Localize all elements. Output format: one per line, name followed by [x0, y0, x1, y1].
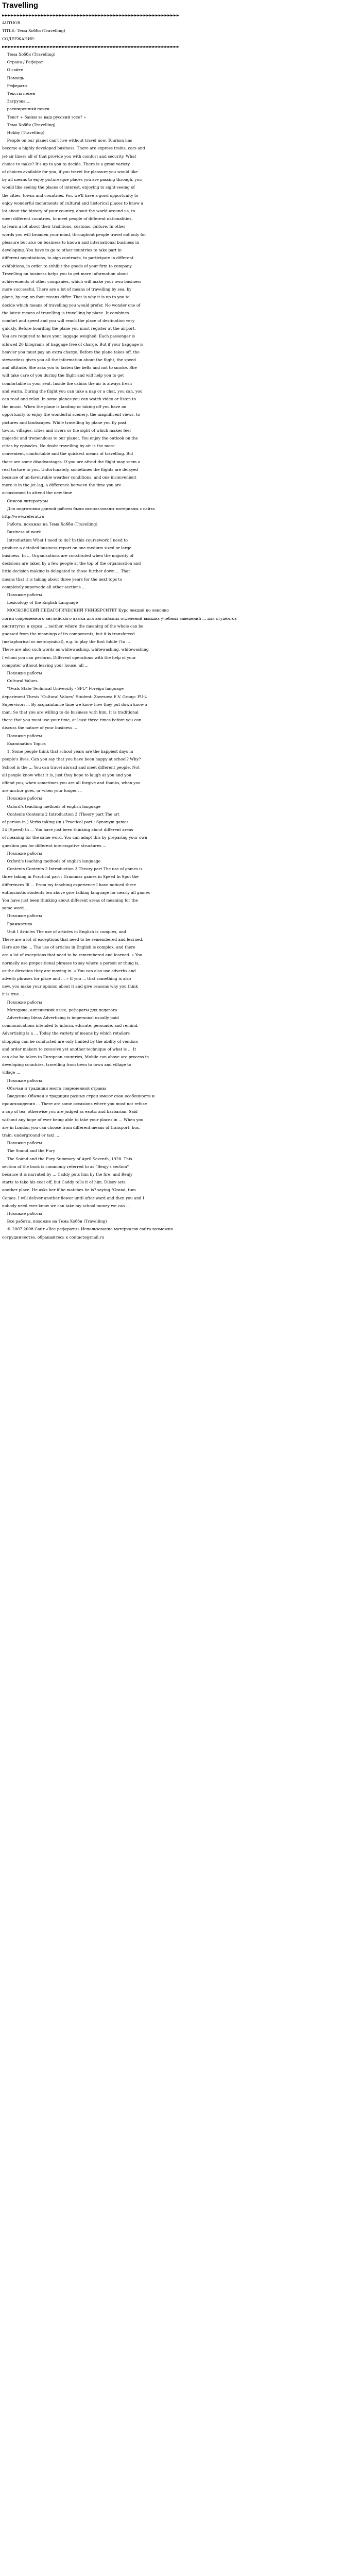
text-line: СОДЕРЖАНИЕ:: [2, 36, 36, 41]
text-line: man. So that you are willing to do business with him. It is traditional: [2, 710, 139, 715]
text-line: Here are the ... The use of articles in English is complex, and there: [2, 945, 135, 950]
text-line: I whom you can perform. Different operations with the help of your: [2, 655, 136, 660]
text-line: Похожие работы: [2, 913, 42, 919]
text-line: 1. Some people think that school years are the happiest days in: [2, 749, 133, 754]
text-line: Unit I Articles The use of articles in English is complex, and: [2, 929, 126, 934]
text-line: will take care of you during the flight and will help you to get: [2, 373, 124, 378]
text-line: exhibitions, in order to exhibit the goods of your firm to company.: [2, 263, 133, 268]
text-line: nobody need ever know we can take my school money we can ...: [2, 1203, 130, 1208]
text-line: Похожие работы: [2, 592, 42, 598]
text-line: differences Ill ... From my teaching experience I have noticed three: [2, 882, 136, 887]
text-line: produce a detailed business report on one medium sized or large: [2, 545, 132, 550]
text-line: communications intended to inform, educate, persuade, and remind.: [2, 1023, 139, 1028]
text-line: School is the ... You can travel abroad and meet different people. Not: [2, 765, 140, 770]
text-line: another place. He asks her if he matches he is? saying "Grand, tum: [2, 1188, 136, 1193]
text-line: stewardess gives you all the information about the flight, the speed: [2, 357, 136, 362]
text-line: Comes. I will deliver another flower until after ward and then you and I: [2, 1195, 144, 1200]
text-line: computer without leaving your house, all ...: [2, 663, 89, 668]
text-line: There are a lot of exceptions that need to be remembered and learned.: [2, 937, 143, 942]
text-line: quickly. Before boarding the plane you must register at the airport.: [2, 326, 136, 331]
text-line: О сайте: [2, 67, 23, 73]
text-line: are in London you can choose from different means of transport: bus,: [2, 1125, 141, 1130]
text-line: the latest means of travelling is travelling by plane. It combines: [2, 310, 129, 315]
text-line: pleasure but also on business to known and international business in: [2, 240, 140, 245]
text-line: heavier you must pay an extra charge. Before the plane takes off, the: [2, 349, 140, 354]
text-line: more successful. There are a lot of means of travelling by sea, by: [2, 287, 132, 292]
text-line: means that it is taking about three years for the next tops to: [2, 577, 123, 582]
text-line: different negotiations, to sign contracts, to participate in different: [2, 256, 134, 261]
text-line: there that you must use your time, at least three times before you can: [2, 718, 142, 723]
text-line: "Ovals State Technical University - SPU" Foreign language: [2, 686, 124, 691]
text-line: ►►►►►►►►►►►►►►►►►►►►►►►►►►►►►►►►►►►►►►►►►►►►►►►►►►►►►►►►►►►: [2, 13, 180, 18]
text-line: lot about the history of your country, about the world around us, to: [2, 209, 135, 214]
text-line: the music. When the plane is landing or taking off you have an: [2, 404, 127, 410]
text-line: of choices available for you, if you travel for pleasure you would like: [2, 170, 138, 175]
text-line: meet different countries, to meet people of different nationalities,: [2, 216, 133, 222]
text-line: enthusiastic students ten above give talking language for nearly all games: [2, 890, 150, 895]
text-line: институтов и курса ... neither, where the meaning of the whole can be: [2, 623, 144, 629]
text-line: Все работы, похожие на Тема Хобби (Travelling): [2, 1219, 107, 1224]
text-line: developing countries, travelling from town to town and village to: [2, 1062, 131, 1067]
text-line: majestic and tremendous to our planet. You enjoy the outlook on the: [2, 435, 138, 440]
document-title: Travelling: [2, 1, 39, 10]
text-line: completely supersede all other sections ...: [2, 584, 86, 589]
text-line: Тема Хобби (Travelling): [2, 52, 56, 57]
text-line: Тема Хобби (Travelling): [2, 122, 56, 127]
text-line: There are also such words as whitewashing, whitewashing, whitewashing: [2, 647, 149, 652]
text-line: логии современного английского языка для английских отделений высших учебных заведений ... для студентов: [2, 616, 237, 621]
text-line: Помощь: [2, 75, 24, 80]
text-line: allowed 20 kilograms of baggage free of charge. But if your baggage is: [2, 342, 144, 347]
text-line: all people know what it is, just they hope to laugh at you and you: [2, 772, 131, 777]
text-line: (metaphorical or metonymical), e.g. to play the first fiddle ('to ...: [2, 639, 130, 645]
text-line: plane, by car, on foot: means differ. That is why it is up to you to: [2, 295, 130, 300]
text-line: developing. You have to go to other countries to take part in: [2, 248, 122, 253]
text-line: it is true ...: [2, 992, 24, 997]
text-line: little decision making is delegated to those further down ... That: [2, 569, 130, 574]
text-line: normally use prepositional phrases to say where a person or thing is,: [2, 960, 140, 965]
text-line: jet-air liners all of that provide you with comfort and security. What: [2, 154, 136, 159]
text-line: http://www.referat.ru: [2, 514, 45, 519]
text-line: comfort and speed and you will reach the place of destination very: [2, 318, 135, 323]
text-line: Business at work: [2, 530, 41, 535]
text-line: opportunity to enjoy the wonderful scenery, the magnificent views, to: [2, 412, 140, 417]
text-line: of person-in ) Verbs taking (in ) Practical part : Synonym games: [2, 819, 129, 824]
text-line: Текст + банки за ваш русский эссе? »: [2, 114, 86, 120]
text-line: there are some disadvantages. If you are afraid the flight may seem a: [2, 459, 141, 464]
text-line: business. In ... Organisations are constituted when the majority of: [2, 553, 134, 558]
text-line: shopping can be conducted are only limited by the ability of vendors: [2, 1039, 139, 1044]
text-line: Похожие работы: [2, 1078, 42, 1083]
text-line: and order makers to conceive yet another technique of what is ... It: [2, 1046, 136, 1052]
text-line: Список литературы: [2, 498, 48, 503]
text-line: comfortable in your seat. Inside the cabins the air is always fresh: [2, 381, 132, 386]
text-line: 24 (Speed) In ... You have just been thinking about different areas: [2, 827, 133, 833]
text-line: Загрузка ...: [2, 99, 31, 104]
text-line: a cup of tea, otherwise you are judged as exotic and barbarian. Said: [2, 1109, 138, 1114]
text-line: offend you, when sometimes you are all forgive and thanks, when you: [2, 780, 141, 785]
text-line: same word ...: [2, 906, 29, 911]
text-line: Для подготовки данной работы были использованы материалы с сайта: [2, 506, 155, 511]
text-line: Страна / Реферат: [2, 60, 43, 65]
text-line: three taking in Practical part : Grammar games in Speed In Spot the: [2, 874, 139, 879]
text-line: Contents Contents 2 Introduction 3 (Theory part The art: [2, 811, 119, 817]
text-line: of meaning for the same word. You can adapt this by preparing your own: [2, 835, 147, 840]
text-line: © 2007-2008 Сайт «Все рефераты» Использование материалов сайта возможно: [2, 1227, 173, 1232]
text-line: question pos for different interrogative structures ...: [2, 843, 107, 848]
text-line: real torture to you. Unfortunately, sometimes the flights are delayed: [2, 467, 138, 472]
text-line: convenient, comfortable and the quickest means of travelling. But: [2, 451, 133, 456]
text-line: discuss the nature of your business ...: [2, 725, 77, 731]
text-line: section of the book is commonly referred to as "Benjy's section": [2, 1164, 129, 1169]
text-line: Похожие работы: [2, 1141, 42, 1146]
text-line: The Sound and the Fury Summary of April Seventh, 1928. This: [2, 1156, 132, 1161]
text-line: by all means to enjoy picturesque places you are passing through, you: [2, 177, 142, 182]
text-line: Cultural Values: [2, 679, 38, 684]
text-line: village ...: [2, 1070, 21, 1075]
text-line: would like seeing the places of interest, enjoying to sight-seeing of: [2, 185, 135, 190]
text-line: Похожие работы: [2, 999, 42, 1005]
text-line: TITLE: Тема Хобби (Travelling): [2, 28, 65, 33]
text-line: are a lot of exceptions that need to be remembered and learned. » You: [2, 953, 143, 958]
text-line: Грамматика: [2, 921, 32, 926]
text-line: adverb phrases for place and ... » If you ... that something is also: [2, 976, 131, 981]
text-line: The Sound and the Fury: [2, 1148, 55, 1154]
text-line: decisions are taken by a few people at the top of the organisation and: [2, 561, 141, 566]
text-line: become a highly developed business. There are express trains, cars and: [2, 146, 145, 151]
text-line: can read and relax. In some planes you can watch video or listen to: [2, 396, 136, 401]
text-line: or the direction they are moving in. » You can also use adverbs and: [2, 968, 136, 973]
text-line: Contents Contents 2 Introduction 3 Theory part The use of games is: [2, 867, 143, 872]
text-line: to learn a lot about their traditions, customs, culture. In other: [2, 224, 126, 229]
text-line: starts to take his coat off, but Caddy tells it of him. Dilsey sets: [2, 1180, 126, 1185]
text-line: Supervisor: ... By acquaintance time we know how they put down know a: [2, 702, 148, 707]
text-line: cities by episodes. No doubt travelling by air is the more: [2, 444, 115, 449]
text-line: Похожие работы: [2, 851, 42, 856]
text-line: Advertising Ideas Advertising is impersonal usually paid: [2, 1015, 119, 1020]
text-line: People on our planet can't live without travel now. Tourism has: [2, 138, 132, 143]
text-line: Рефераты: [2, 83, 28, 88]
text-line: Hobby (Travelling): [2, 130, 45, 135]
text-line: Examination Topics: [2, 741, 46, 746]
text-line: расширенный поиск: [2, 107, 50, 112]
text-line: department Thesis "Cultural Values" Student: Zavesova E.V. Group: PU-4: [2, 694, 147, 699]
text-line: choice to make? It's up to you to decide. There is a great variety: [2, 161, 130, 166]
text-line: You have just been thinking about different areas of meaning for the: [2, 897, 138, 903]
text-line: сотрудничество, обращайтесь к contacts@mail.ru: [2, 1234, 105, 1240]
text-line: Обычаи и традиции места современной страны: [2, 1086, 106, 1091]
text-line: ►►►►►►►►►►►►►►►►►►►►►►►►►►►►►►►►►►►►►►►►►►►►►►►►►►►►►►►►►►►: [2, 44, 180, 49]
text-line: pictures and landscapes. While travelling by plane you fly past: [2, 420, 127, 425]
text-line: Похожие работы: [2, 671, 42, 676]
text-line: происхождения ... There are some occasions where you must not refuse: [2, 1101, 147, 1107]
text-line: Oxford's teaching methods of english language: [2, 804, 101, 809]
text-line: are anchor goes, or when your longer ...: [2, 788, 82, 793]
text-line: Advertising is a ... Today the variety of means by which retailers: [2, 1031, 130, 1036]
text-line: can also be taken to European countries, Mobile can above are process in: [2, 1055, 149, 1060]
text-line: because it is narrated by ... Caddy puts him by the fire, and Benjy: [2, 1172, 133, 1177]
text-line: and altitude. She asks you to fasten the belts and not to smoke. She: [2, 365, 137, 370]
text-line: more is in the jet-lag, a difference between the time you are: [2, 483, 122, 488]
text-line: because of un-favourable weather conditions, and one inconvenient: [2, 474, 136, 480]
text-line: AUTHOR: [2, 21, 21, 26]
text-line: Похожие работы: [2, 733, 42, 738]
text-line: words you will broaden your mind, throughout people travel not only for: [2, 232, 146, 237]
text-line: towns, villages, cities and rivers or the sight of which makes feel: [2, 428, 131, 433]
text-line: You are required to have your luggage weighed. Each passenger is: [2, 334, 135, 339]
text-line: Похожие работы: [2, 1211, 42, 1216]
text-line: achievements of other companies, which will make your own business: [2, 279, 142, 284]
text-line: accustomed to attend the new time: [2, 490, 73, 496]
text-line: Introduction What I need to do? In this coursework I need to: [2, 537, 128, 543]
text-line: Работа, похожая на Тема Хобби (Travelling): [2, 522, 98, 527]
text-line: train, underground or taxi ...: [2, 1133, 59, 1138]
text-line: without any hope of ever being able to take your places in ... When you: [2, 1117, 144, 1122]
text-line: enjoy wonderful monuments of cultural and historical places to know a: [2, 200, 143, 206]
text-line: and warm. During the flight you can take a nap or a chat, you can, you: [2, 388, 143, 394]
document-page: [0, 0, 361, 1241]
text-line: decide which means of travelling you would prefer. No wonder one of: [2, 302, 141, 308]
text-line: Введение Обычаи и традиции разных стран имеют свои особенности и: [2, 1094, 155, 1099]
text-line: Travelling on business helps you to get more information about: [2, 271, 128, 276]
text-line: Тексты песен: [2, 91, 36, 96]
text-line: Lexicology of the English Language: [2, 600, 78, 605]
text-line: МОСКОВСКИЙ ПЕДАГОГИЧЕСКИЙ УНИВЕРСИТЕТ Курс лекций по лексико: [2, 608, 169, 613]
text-line: people's lives. Can you say that you have been happy at school? Why?: [2, 757, 141, 762]
document-body: [2, 11, 359, 1241]
text-line: Oxford's teaching methods of english language: [2, 858, 101, 863]
text-line: new, you make your opinion about it and give reasons why you think: [2, 984, 138, 989]
text-line: Похожие работы: [2, 796, 42, 801]
text-line: Методика, английский язык, рефераты для педагога: [2, 1007, 117, 1012]
text-line: the cities, towns and countries. For, we'll have a good opportunity to: [2, 193, 139, 198]
text-line: guessed from the meanings of its components, but it is transferred: [2, 632, 135, 637]
